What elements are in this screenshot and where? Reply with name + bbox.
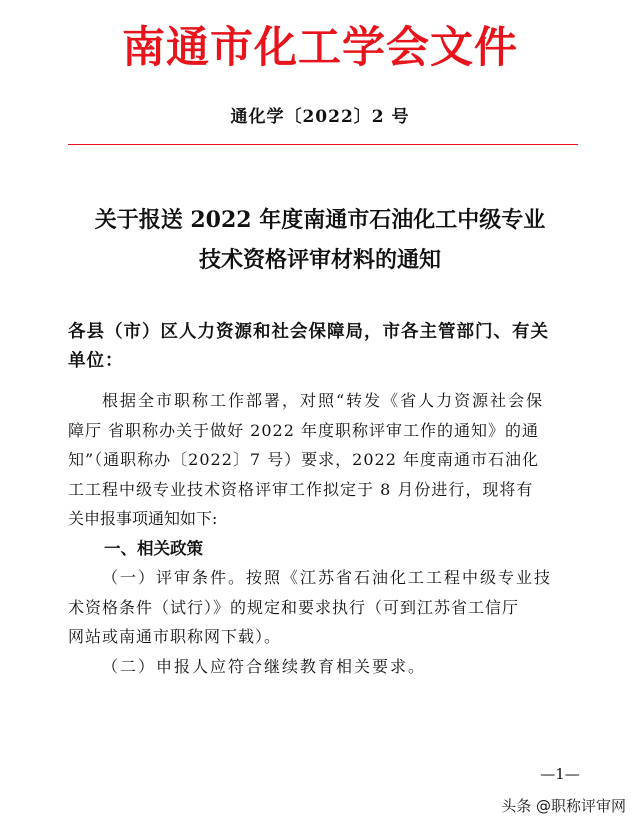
body-paragraph-line: 工工程中级专业技术资格评审工作拟定于 8 月份进行，现将有	[68, 479, 534, 499]
title-line-2: 技术资格评审材料的通知	[198, 247, 441, 273]
page-number: —1—	[540, 765, 580, 783]
addressee-line-1: 各县（市）区人力资源和社会保障局，市各主管部门、有关	[68, 322, 549, 342]
body-paragraph-line: 关申报事项通知如下:	[68, 509, 218, 528]
policy-item-line: 网站或南通市职称网下载）。	[68, 627, 282, 646]
policy-item-line: 术资格条件（试行）》的规定和要求执行（可到江苏省工信厅	[68, 597, 520, 617]
body-paragraph-line: 障厅 省职称办关于做好 2022 年度职称评审工作的通知》的通	[68, 420, 539, 440]
red-divider	[68, 144, 578, 145]
body-paragraph-line: 根据全市职称工作部署，对照“转发《省人力资源社会保	[102, 391, 545, 410]
notice-body	[68, 386, 580, 681]
addressee-line-2: 单位：	[68, 351, 124, 371]
document-number: 通化学〔2022〕2 号	[230, 107, 410, 127]
policy-item-line: （一）评审条件。按照《江苏省石油化工工程中级专业技	[102, 568, 553, 587]
policy-item-line: （二）申报人应符合继续教育相关要求。	[102, 656, 427, 676]
body-paragraph-line: 知”（通职称办〔2022〕7 号）要求，2022 年度南通市石油化	[68, 450, 539, 469]
watermark: 头条 @职称评审网	[501, 797, 626, 815]
notice-title	[40, 200, 600, 280]
section-heading: 一、相关政策	[104, 538, 203, 558]
org-title: 南通市化工学会文件	[122, 23, 518, 73]
title-line-1: 关于报送 2022 年度南通市石油化工中级专业	[94, 207, 546, 233]
addressee	[68, 318, 580, 376]
